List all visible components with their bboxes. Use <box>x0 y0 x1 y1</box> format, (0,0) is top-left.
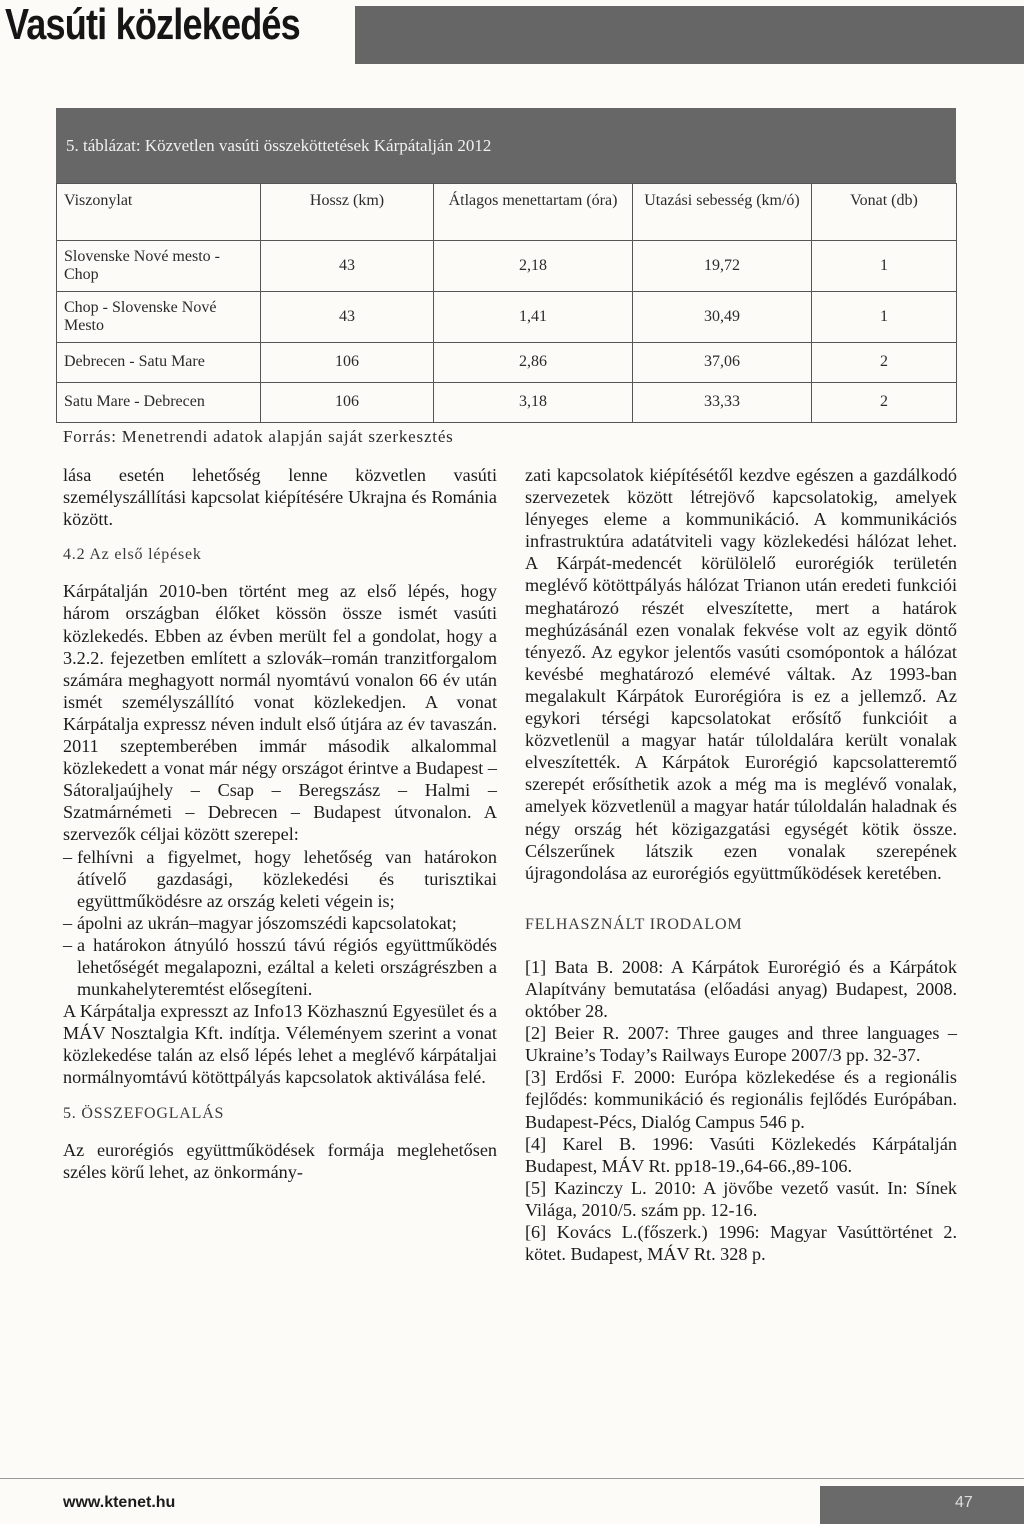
reference-item: [5] Kazinczy L. 2010: A jövőbe vezető vasút. In: Sínek Világa, 2010/5. szám pp. 12-16. <box>525 1177 957 1220</box>
table-source-note: Forrás: Menetrendi adatok alapján saját szerkesztés <box>63 427 454 446</box>
footer-divider <box>0 1478 1024 1479</box>
table-cell-duration: 1,41 <box>434 292 633 343</box>
list-item-text: felhívni a figyelmet, hogy lehetőség van határokon átívelő gazdasági, közlekedési és turisztikai együttműködésre az ország keleti végein is; <box>77 846 497 911</box>
table-cell-speed: 30,49 <box>633 292 812 343</box>
column-header: Viszonylat <box>57 184 261 241</box>
table-cell-route: Debrecen - Satu Mare <box>57 343 261 383</box>
list-item-text: a határokon átnyúló hosszú távú régiós együttműködés lehetőségét megalapozni, ezáltal a keleti országrészben a munkahelyteremtést elősegíteni. <box>77 934 497 1000</box>
paragraph: Kárpátalján 2010-ben történt meg az első lépés, hogy három országban élőket kössön össze ismét vasúti közlekedés. Ebben az évben merült fel a gondolat, hogy a 3.2.2. fejezetben említett a szlovák–román tranzitforgalom számára meghagyott normál nyomtávú vonalon 66 év után ismét személyszállító vonat közlekedjen. A vonat Kárpátalja expressz néven indult első útjára az év tavaszán. 2011 szeptemberében immár második alkalommal közlekedett a vonat már négy országot érintve a Budapest – Sátoraljaújhely – Csap – Beregszász – Halmi – Szatmárnémeti – Debrecen – Budapest útvonalon. A szervezők céljai között szerepel: <box>63 581 497 845</box>
column-header: Átlagos menettartam (óra) <box>434 184 633 241</box>
column-header: Vonat (db) <box>812 184 957 241</box>
table-header-row <box>57 184 957 241</box>
table-row <box>57 343 957 383</box>
column-header: Utazási sebesség (km/ó) <box>633 184 812 241</box>
header-title: Vasúti közlekedés <box>5 0 300 49</box>
table-cell-speed: 33,33 <box>633 383 812 423</box>
list-item-text: ápolni az ukrán–magyar jószomszédi kapcsolatokat; <box>77 912 457 933</box>
list-item: – felhívni a figyelmet, hogy lehetőség van határokon átívelő gazdasági, közlekedési és turisztikai együttműködésre az ország keleti végein is; <box>63 846 497 911</box>
table-cell-duration: 2,18 <box>434 241 633 292</box>
reference-item: [4] Karel B. 1996: Vasúti Közlekedés Kárpátalján Budapest, MÁV Rt. pp18-19.,64-66.,89-106. <box>525 1133 957 1176</box>
table-row <box>57 292 957 343</box>
table-cell-duration: 3,18 <box>434 383 633 423</box>
paragraph: Az eurorégiós együttműködések formája meglehetősen széles körű lehet, az önkormány- <box>63 1139 497 1182</box>
rail-connections-table <box>56 183 957 423</box>
table-cell-length: 106 <box>261 383 434 423</box>
table-cell-trains: 1 <box>812 241 957 292</box>
table-cell-trains: 2 <box>812 383 957 423</box>
list-item: – a határokon átnyúló hosszú távú régiós együttműködés lehetőségét megalapozni, ezáltal a keleti országrészben a munkahelyteremtést elősegíteni. <box>63 934 497 1000</box>
paragraph: lása esetén lehetőség lenne közvetlen vasúti személyszállítási kapcsolat kiépítésére Ukrajna és Románia között. <box>63 465 497 530</box>
table-row <box>57 241 957 292</box>
column-header: Hossz (km) <box>261 184 434 241</box>
table-cell-duration: 2,86 <box>434 343 633 383</box>
table-cell-length: 43 <box>261 292 434 343</box>
section-heading-5: 5. ÖSSZEFOGLALÁS <box>63 1104 225 1122</box>
table-cell-length: 106 <box>261 343 434 383</box>
table-cell-route: Satu Mare - Debrecen <box>57 383 261 423</box>
header-stripe <box>355 6 1024 64</box>
reference-item: [3] Erdősi F. 2000: Európa közlekedése és a regionális fejlődés: kommunikáció és regionális fejlődés Európában. Budapest-Pécs, Dialóg Campus 546 p. <box>525 1067 957 1132</box>
footer-bar <box>820 1486 1024 1524</box>
reference-item: [2] Beier R. 2007: Three gauges and three languages – Ukraine’s Today’s Railways Europe 2007/3 pp. 32-37. <box>525 1023 957 1066</box>
footer-url-link[interactable]: www.ktenet.hu <box>63 1494 176 1511</box>
table-cell-trains: 1 <box>812 292 957 343</box>
table-cell-route: Slovenske Nové mesto - Chop <box>57 241 261 292</box>
paragraph: A Kárpátalja expresszt az Info13 Közhasznú Egyesület és a MÁV Nosztalgia Kft. indítja. Véleményem szerint a vonat közlekedése talán az első lépés lehet a meglévő kárpátaljai normálnyomtávú kötöttpályás kapcsolatok aktiválása felé. <box>63 1001 497 1088</box>
table-cell-trains: 2 <box>812 343 957 383</box>
table-row <box>57 383 957 423</box>
table-cell-length: 43 <box>261 241 434 292</box>
right-column <box>525 464 957 1265</box>
table-cell-speed: 37,06 <box>633 343 812 383</box>
table-cell-route: Chop - Slovenske Nové Mesto <box>57 292 261 343</box>
section-heading-4-2: 4.2 Az első lépések <box>63 546 202 564</box>
left-column <box>63 464 497 1183</box>
list-item: – ápolni az ukrán–magyar jószomszédi kapcsolatokat; <box>63 912 497 934</box>
reference-item: [6] Kovács L.(főszerk.) 1996: Magyar Vasúttörténet 2. kötet. Budapest, MÁV Rt. 328 p. <box>525 1222 957 1265</box>
references-heading: FELHASZNÁLT IRODALOM <box>525 915 743 933</box>
page-number: 47 <box>955 1494 973 1511</box>
header-bar <box>0 0 1024 68</box>
table-caption: 5. táblázat: Közvetlen vasúti összeköttetések Kárpátalján 2012 <box>56 108 956 183</box>
table-cell-speed: 19,72 <box>633 241 812 292</box>
reference-item: [1] Bata B. 2008: A Kárpátok Eurorégió és a Kárpátok Alapítvány bemutatása (előadási anyag) Budapest, 2008. október 28. <box>525 956 957 1022</box>
paragraph: zati kapcsolatok kiépítésétől kezdve egészen a gazdálkodó szervezetek között létrejövő kapcsolatokig, amelyek lényeges eleme a kommunikáció. A kommunikációs infrastruktúra adatátviteli vagy közlekedési hálózat lehet. A Kárpát-medencét körülölelő eurorégiók területén meglévő kötöttpályás hálózat Trianon után eredeti funkciói meghatározó részét elveszítette, mert a határok meghúzásánál ezen vonalak fekvése volt az egyik döntő tényező. Az egykor jelentős vasúti csomópontok a hálózat kevésbé meghatározó elemévé váltak. Az 1993-ban megalakult Kárpátok Eurorégióra is ez a jellemző. Az egykori térségi kapcsolatokat erősítő funkcióit a közvetlenül a magyar határ túloldalára került vonalak elveszítették. A Kárpátok Eurorégió kapcsolatteremtő szerepét erősíthetik azok a még ma is meglévő vonalak, amelyek közvetlenül a magyar határ túloldalán haladnak és négy ország hét közigazgatási egységét kötik össze. Célszerűnek látszik ezen vonalak szerepének újragondolása az eurorégiós együttműködések keretében. <box>525 465 957 883</box>
